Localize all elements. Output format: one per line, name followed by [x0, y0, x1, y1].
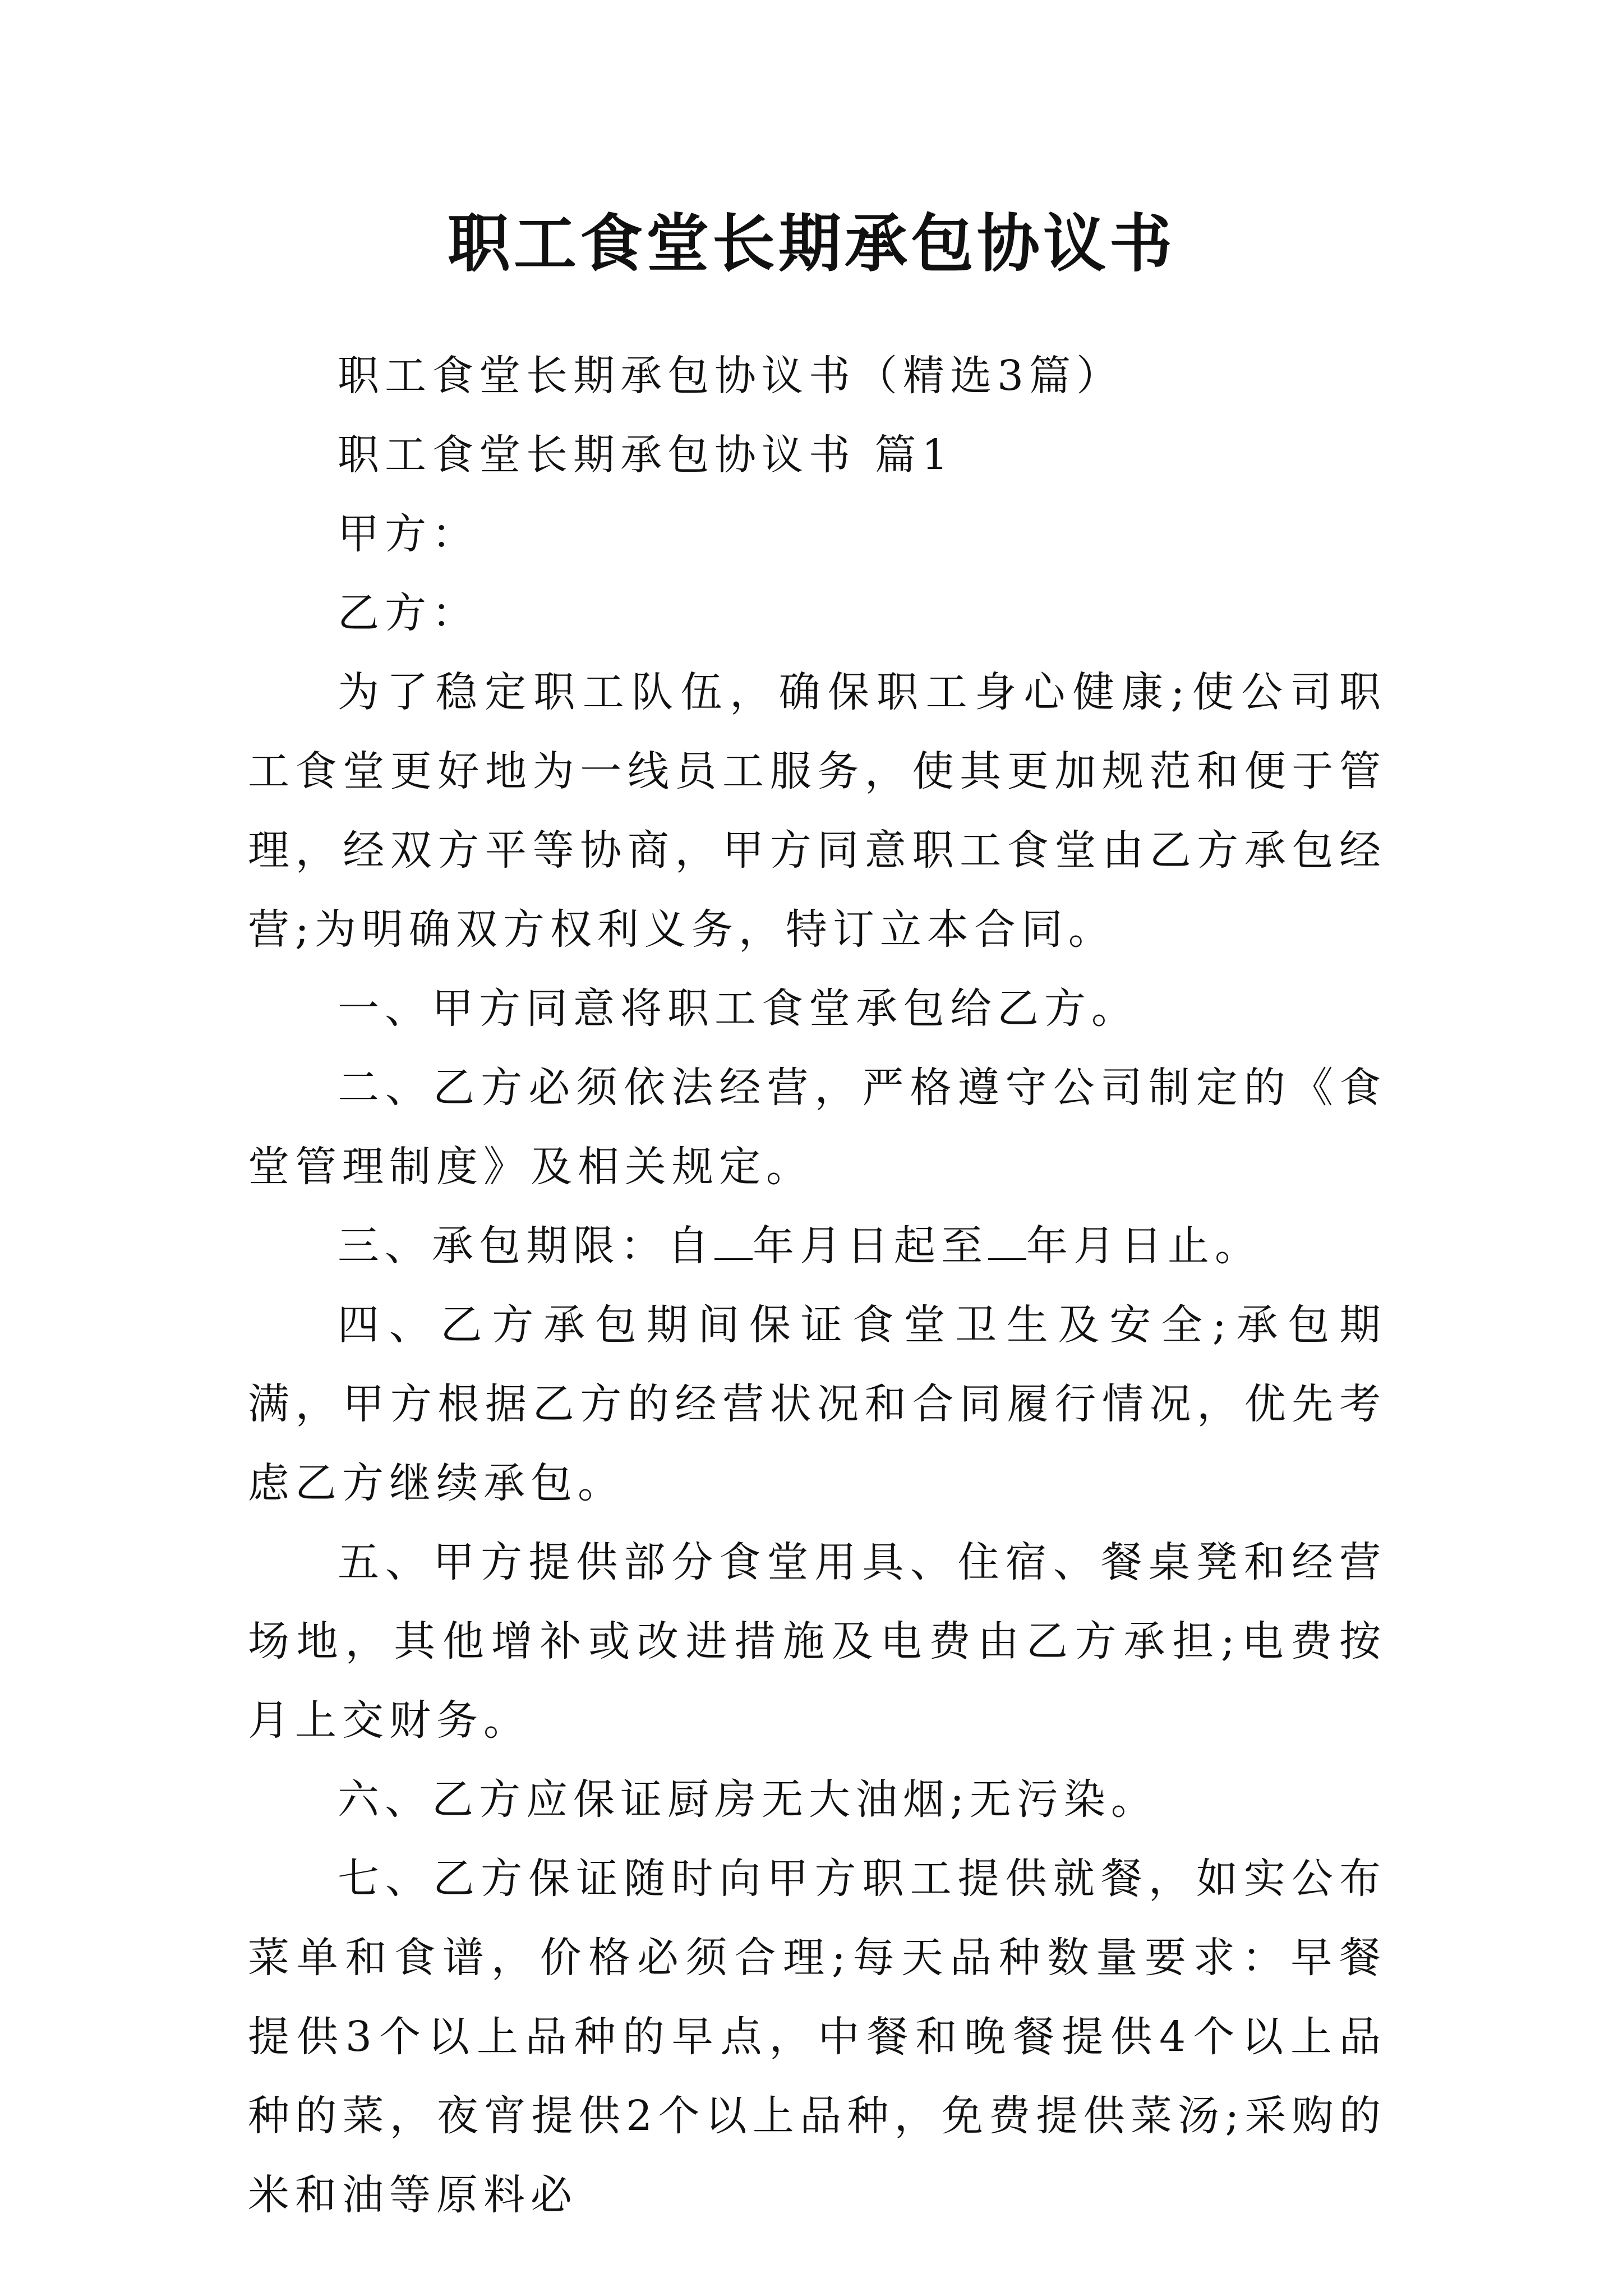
clause-1: 一、甲方同意将职工食堂承包给乙方。 [338, 984, 1138, 1033]
party-b-label: 乙方： [338, 589, 479, 637]
clause-3-middle: 年月日起至 [753, 1222, 988, 1270]
clause-4: 四、乙方承包期间保证食堂卫生及安全;承包期满，甲方根据乙方的经营状况和合同履行情况，优先考虑乙方继续承包。 [248, 1301, 1386, 1507]
clause-5: 五、甲方提供部分食堂用具、住宿、餐桌凳和经营场地，其他增补或改进措施及电费由乙方承担;电费按月上交财务。 [248, 1538, 1386, 1745]
blank-line-end-year [988, 1225, 1026, 1260]
document-subtitle: 职工食堂长期承包协议书（精选3篇） [338, 352, 1124, 400]
document-title: 职工食堂长期承包协议书 [448, 207, 1175, 280]
blank-line-start-year [714, 1225, 753, 1260]
clause-3-end: 年月日止。 [1026, 1222, 1262, 1270]
clause-3 [248, 1207, 1386, 1286]
intro-paragraph: 为了稳定职工队伍，确保职工身心健康;使公司职工食堂更好地为一线员工服务，使其更加规范和便于管理，经双方平等协商，甲方同意职工食堂由乙方承包经营;为明确双方权利义务，特订立本合同。 [248, 668, 1386, 954]
document-body [248, 337, 1386, 2235]
clause-2: 二、乙方必须依法经营，严格遵守公司制定的《食堂管理制度》及相关规定。 [248, 1064, 1386, 1191]
clause-6: 六、乙方应保证厨房无大油烟;无污染。 [338, 1775, 1158, 1824]
party-a-label: 甲方： [338, 510, 479, 558]
section-heading: 职工食堂长期承包协议书 篇1 [338, 431, 954, 479]
clause-3-start: 三、承包期限：自 [338, 1222, 714, 1270]
clause-7: 七、乙方保证随时向甲方职工提供就餐，如实公布菜单和食谱，价格必须合理;每天品种数量要求：早餐提供3个以上品种的早点，中餐和晚餐提供4个以上品种的菜，夜宵提供2个以上品种，免费提供菜汤;采购的米和油等原料必 [248, 1855, 1386, 2219]
